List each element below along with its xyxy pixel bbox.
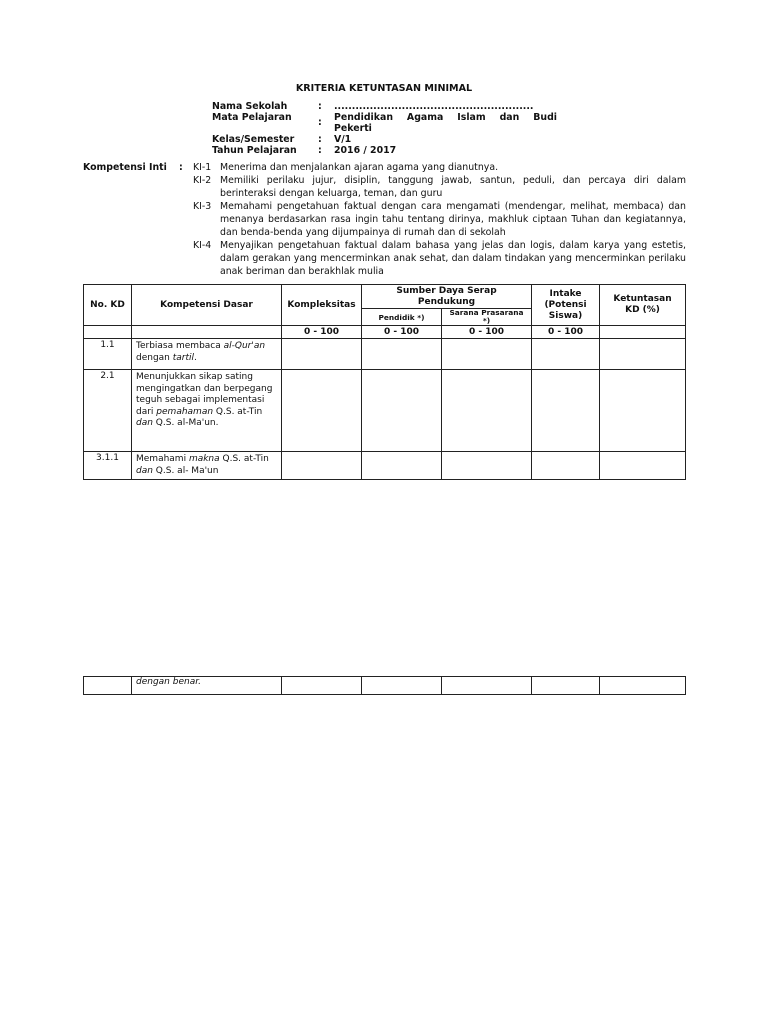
school-label: Nama Sekolah (212, 101, 288, 112)
range-ketuntasan (600, 326, 686, 339)
range-cell (132, 326, 282, 339)
table-row (84, 677, 686, 695)
header-ketuntasan: Ketuntasan KD (%) (600, 285, 686, 326)
intake-cell[interactable] (532, 677, 600, 695)
ki-code: KI-2 (193, 175, 212, 186)
year-value: 2016 / 2017 (334, 145, 397, 156)
year-label: Tahun Pelajaran (212, 145, 297, 156)
subject-value-line1: Pendidikan Agama Islam dan Budi (334, 112, 557, 123)
subject-row (212, 112, 557, 134)
ketuntasan-cell[interactable] (600, 370, 686, 452)
class-row (212, 134, 557, 145)
kd-text: Terbiasa membaca al-Qur'an dengan tartil. (132, 339, 282, 370)
header-sarana: Sarana Prasarana *) (442, 309, 532, 326)
colon: : (318, 101, 322, 112)
ketuntasan-cell[interactable] (600, 452, 686, 480)
pendidik-cell[interactable] (362, 677, 442, 695)
ki-text: Memiliki perilaku jujur, disiplin, tanggung jawab, santun, peduli, dan percaya diri dalam berinteraksi dengan keluarga, teman, dan guru (220, 175, 686, 199)
kkm-table-continuation (83, 676, 686, 695)
kompleksitas-cell[interactable] (282, 677, 362, 695)
sarana-cell[interactable] (442, 370, 532, 452)
colon: : (318, 145, 322, 156)
subject-value (334, 112, 557, 134)
class-value: V/1 (334, 134, 352, 145)
kkm-table (83, 284, 686, 480)
ki-item (193, 240, 686, 279)
range-intake: 0 - 100 (532, 326, 600, 339)
ketuntasan-cell[interactable] (600, 339, 686, 370)
ki-code: KI-4 (193, 240, 212, 251)
kd-number: 2.1 (84, 370, 132, 452)
intake-cell[interactable] (532, 370, 600, 452)
colon: : (318, 134, 322, 145)
ki-text: Menerima dan menjalankan ajaran agama yang dianutnya. (220, 162, 499, 173)
class-label: Kelas/Semester (212, 134, 295, 145)
ki-code: KI-3 (193, 201, 212, 212)
ki-item (193, 175, 686, 201)
colon: : (179, 162, 183, 173)
ki-item (193, 162, 686, 175)
school-row (212, 101, 557, 112)
subject-label: Mata Pelajaran (212, 112, 292, 123)
pendidik-cell[interactable] (362, 452, 442, 480)
header-sumber-daya: Sumber Daya Serap Pendukung (362, 285, 532, 309)
range-cell (84, 326, 132, 339)
ki-code: KI-1 (193, 162, 212, 173)
header-kompleksitas: Kompleksitas (282, 285, 362, 326)
kd-text: Menunjukkan sikap sating mengingatkan dan berpegang teguh sebagai implementasi dari pemahaman Q.S. at-Tin dan Q.S. al-Ma'un. (132, 370, 282, 452)
year-row (212, 145, 557, 156)
sarana-cell[interactable] (442, 677, 532, 695)
intake-cell[interactable] (532, 339, 600, 370)
header-intake: Intake (Potensi Siswa) (532, 285, 600, 326)
table-row (84, 339, 686, 370)
ki-item (193, 201, 686, 240)
school-value: ........................................................ (334, 101, 534, 112)
ki-text: Menyajikan pengetahuan faktual dalam bahasa yang jelas dan logis, dalam karya yang estetis, dalam gerakan yang mencerminkan anak sehat, dan dalam tindakan yang mencerminkan perilaku anak beriman dan berakhlak mulia (220, 240, 686, 277)
kompleksitas-cell[interactable] (282, 370, 362, 452)
range-pendidik: 0 - 100 (362, 326, 442, 339)
pendidik-cell[interactable] (362, 339, 442, 370)
header-pendidik: Pendidik *) (362, 309, 442, 326)
table-row (84, 452, 686, 480)
sarana-cell[interactable] (442, 452, 532, 480)
range-sarana: 0 - 100 (442, 326, 532, 339)
kd-number (84, 677, 132, 695)
subject-value-line2: Pekerti (334, 123, 372, 134)
kd-text: dengan benar. (132, 677, 282, 695)
document-title: KRITERIA KETUNTASAN MINIMAL (295, 83, 473, 94)
kompleksitas-cell[interactable] (282, 339, 362, 370)
ketuntasan-cell[interactable] (600, 677, 686, 695)
kompetensi-inti-label: Kompetensi Inti (83, 162, 167, 173)
header-no-kd: No. KD (84, 285, 132, 326)
header-kompetensi-dasar: Kompetensi Dasar (132, 285, 282, 326)
ki-text: Memahami pengetahuan faktual dengan cara mengamati (mendengar, melihat, membaca) dan menanya berdasarkan rasa ingin tahu tentang dirinya, makhluk ciptaan Tuhan dan kegiatannya, dan benda-benda yang dijumpainya di rumah dan di sekolah (220, 201, 686, 238)
sarana-cell[interactable] (442, 339, 532, 370)
kompleksitas-cell[interactable] (282, 452, 362, 480)
identity-header (212, 101, 557, 156)
kd-text: Memahami makna Q.S. at-Tin dan Q.S. al- Ma'un (132, 452, 282, 480)
intake-cell[interactable] (532, 452, 600, 480)
kd-number: 1.1 (84, 339, 132, 370)
range-kompleksitas: 0 - 100 (282, 326, 362, 339)
table-row (84, 370, 686, 452)
pendidik-cell[interactable] (362, 370, 442, 452)
colon: : (318, 117, 322, 128)
kd-number: 3.1.1 (84, 452, 132, 480)
